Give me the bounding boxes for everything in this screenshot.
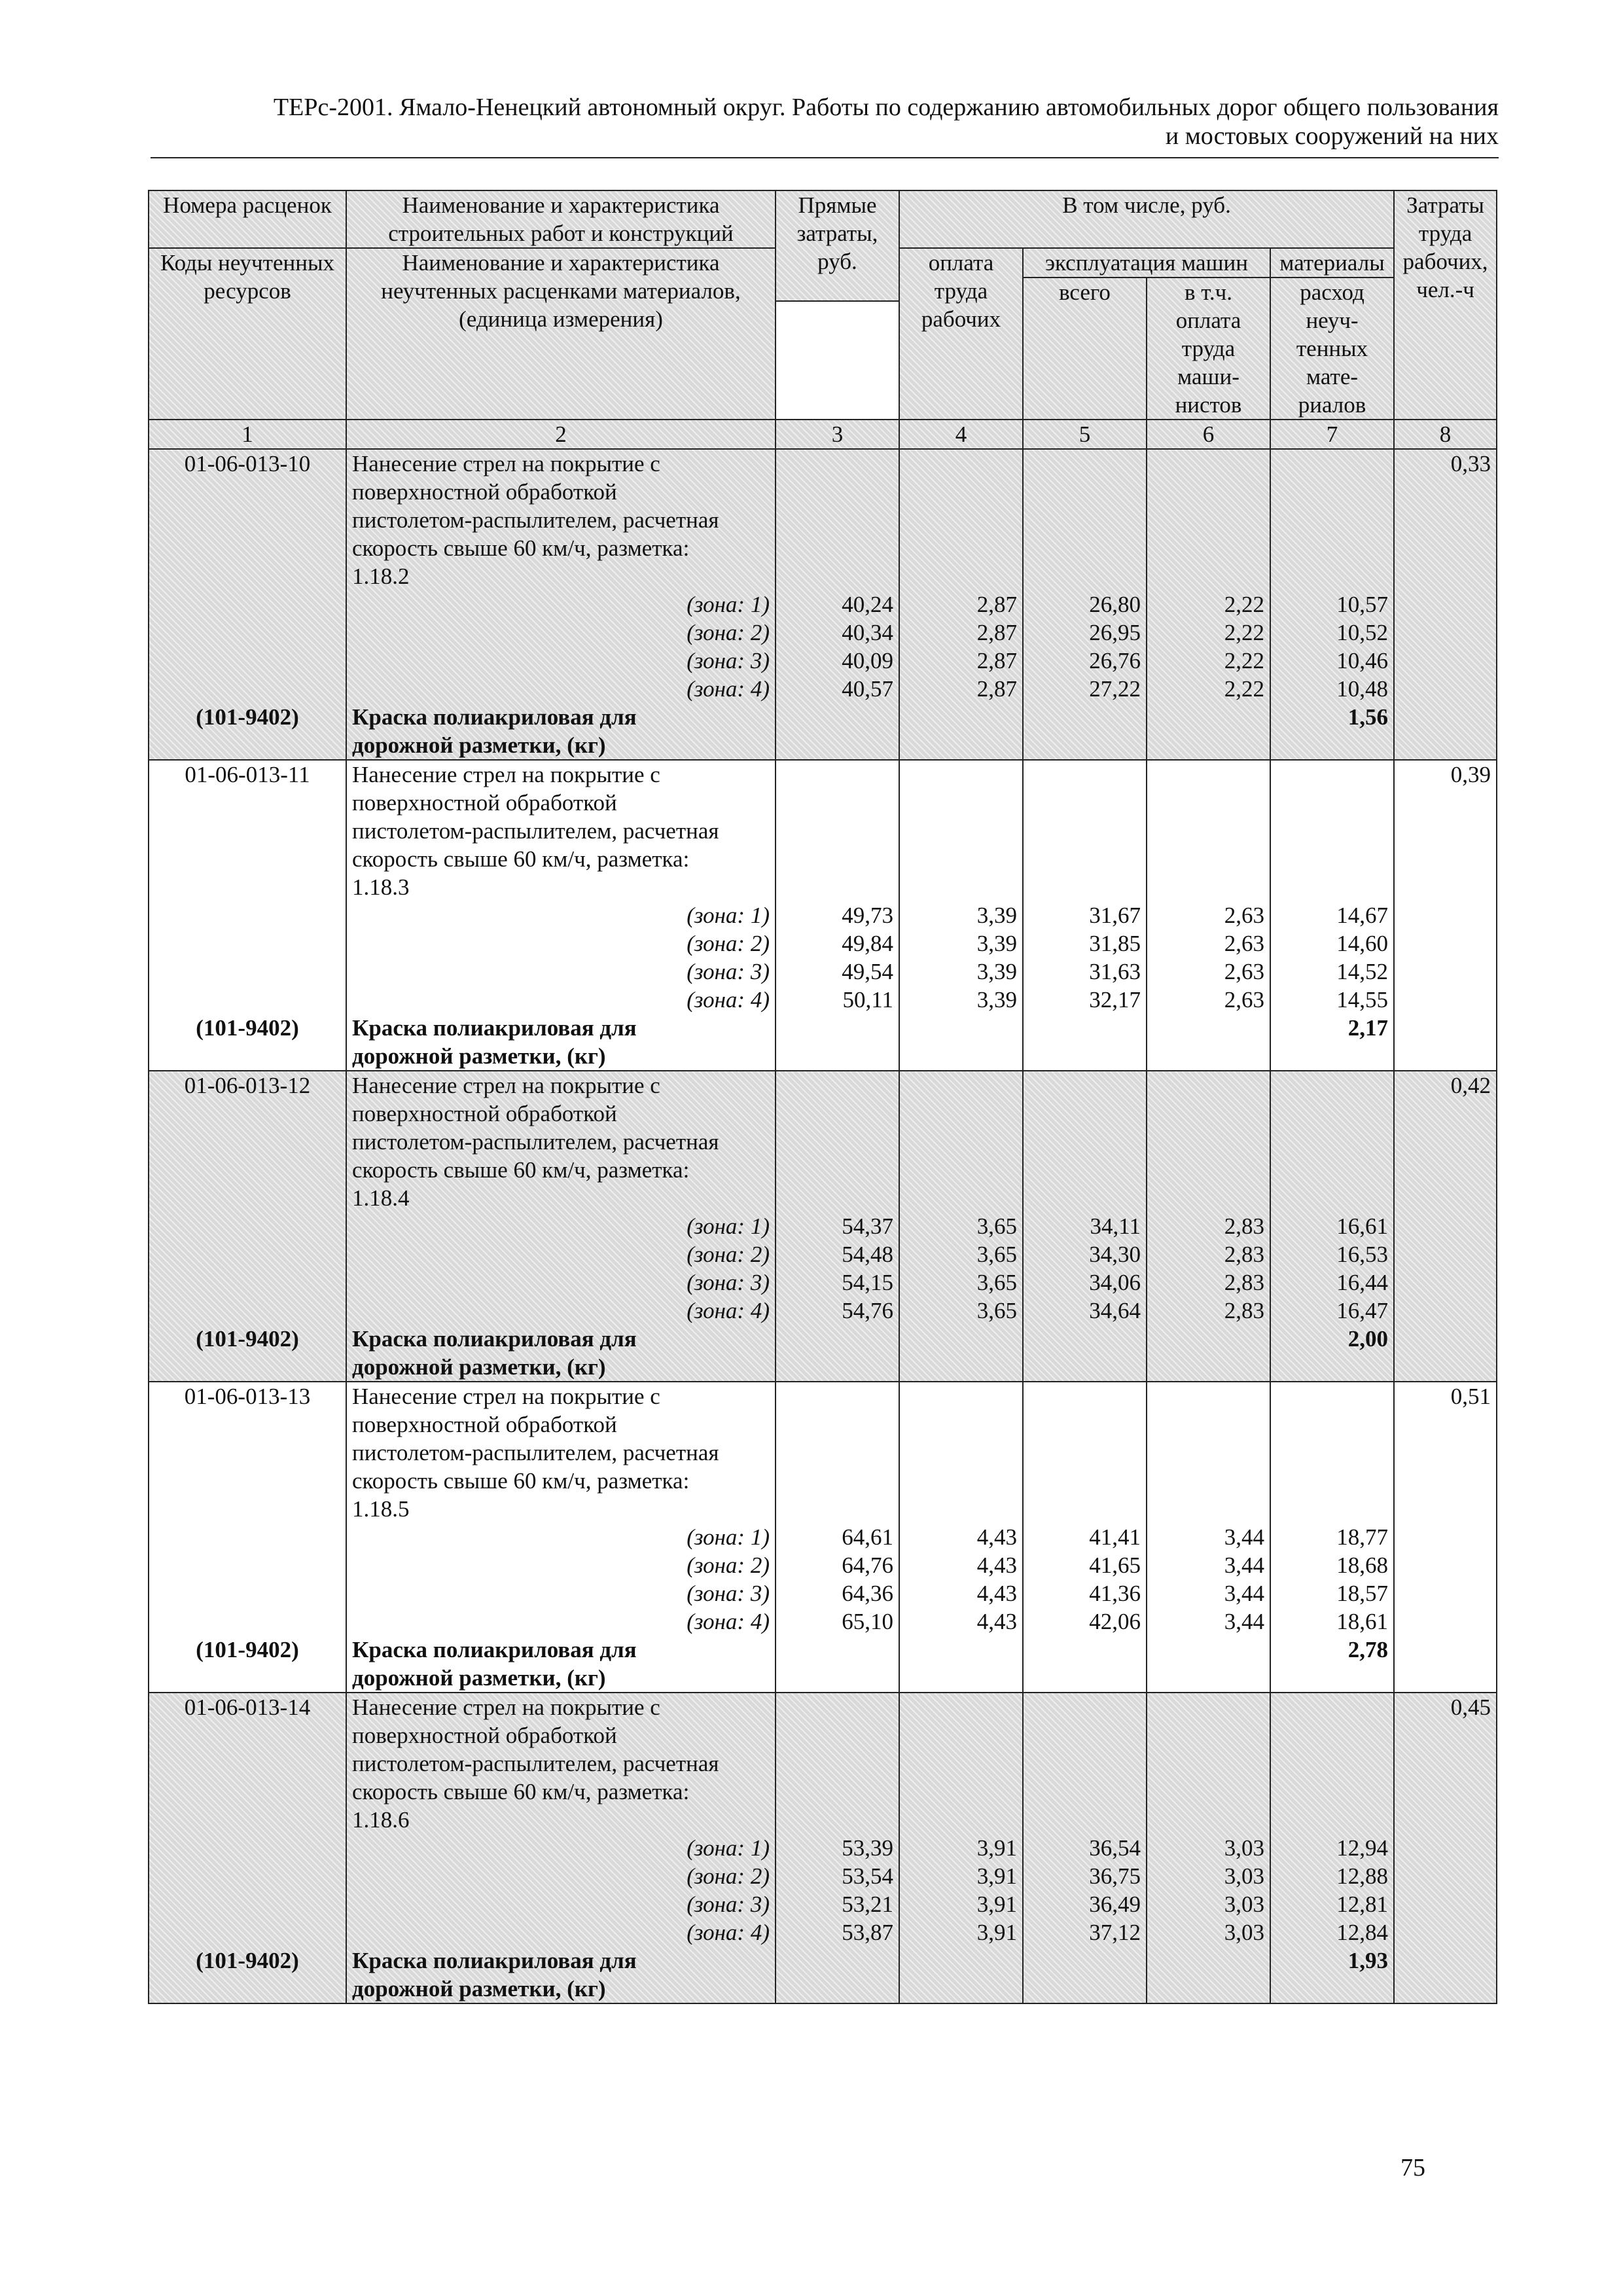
resource-name-line: Краска полиакриловая для [352, 1326, 637, 1352]
labor-pay-cell [899, 1071, 1023, 1382]
col-number-7: 7 [1270, 420, 1394, 449]
resource-code: (101-9402) [196, 1637, 299, 1662]
direct-cost: 64,76 [842, 1552, 893, 1578]
zone-label: (зона: 2) [687, 1242, 770, 1267]
machinists-pay: 2,22 [1224, 592, 1264, 617]
col-number-6: 6 [1147, 420, 1270, 449]
labor-pay-cell [899, 1382, 1023, 1693]
zone-label: (зона: 2) [687, 620, 770, 645]
labor-pay: 3,91 [976, 1835, 1017, 1861]
description-line: пистолетом-распылителем, расчетная [352, 507, 719, 533]
machinists-pay: 2,63 [1224, 987, 1264, 1013]
description-line: скорость свыше 60 км/ч, разметка: [352, 1779, 690, 1804]
direct-cost: 40,09 [842, 648, 893, 673]
materials-cost: 16,61 [1336, 1213, 1389, 1239]
materials-cost: 12,94 [1336, 1835, 1389, 1861]
rate-code-cell [149, 760, 346, 1071]
col-direct-costs-header: Прямые затраты, руб. [776, 190, 899, 301]
materials-cost: 10,57 [1336, 592, 1389, 617]
machines-total: 31,85 [1089, 931, 1141, 956]
labor-pay: 2,87 [976, 676, 1017, 702]
zone-label: (зона: 2) [687, 931, 770, 956]
machines-total: 34,11 [1090, 1213, 1141, 1239]
table-row [149, 1071, 1497, 1382]
col-resource-codes-header: Коды неучтенных ресурсов [149, 248, 346, 420]
resource-name-line: дорожной разметки, (кг) [352, 1976, 606, 2001]
labor-pay-cell [899, 1693, 1023, 2003]
labor-pay-cell [899, 760, 1023, 1071]
labor-pay: 3,91 [976, 1863, 1017, 1889]
description-line: скорость свыше 60 км/ч, разметка: [352, 535, 690, 561]
materials-cost: 14,55 [1336, 987, 1389, 1013]
direct-cost: 49,84 [842, 931, 893, 956]
materials-cost: 14,67 [1336, 903, 1389, 928]
description-line: пистолетом-распылителем, расчетная [352, 1751, 719, 1776]
resource-name-line: Краска полиакриловая для [352, 704, 637, 730]
materials-cost-cell [1270, 1071, 1394, 1382]
resource-quantity: 2,78 [1347, 1637, 1389, 1662]
direct-cost-cell [776, 1382, 899, 1693]
col-number-3: 3 [776, 420, 899, 449]
table-body [149, 449, 1497, 2003]
resource-name-line: дорожной разметки, (кг) [352, 1354, 606, 1380]
machines-total-cell [1023, 1071, 1147, 1382]
description-line: скорость свыше 60 км/ч, разметка: [352, 1468, 690, 1494]
zone-label: (зона: 1) [687, 903, 770, 928]
page-header [151, 93, 1499, 151]
materials-cost: 10,46 [1336, 648, 1389, 673]
machinists-pay: 2,83 [1224, 1270, 1264, 1295]
resource-code: (101-9402) [196, 1015, 299, 1041]
machines-total: 31,67 [1089, 903, 1141, 928]
resource-quantity: 2,17 [1347, 1015, 1389, 1041]
labor-pay: 3,91 [976, 1892, 1017, 1917]
col-labor-hours-header: Затраты труда рабочих, чел.-ч [1394, 190, 1497, 420]
zone-label: (зона: 1) [687, 1213, 770, 1239]
rate-code-cell [149, 1382, 346, 1693]
materials-cost: 12,81 [1336, 1892, 1389, 1917]
zone-label: (зона: 4) [687, 987, 770, 1013]
col-machines-header: эксплуатация машин [1023, 248, 1270, 278]
col-rate-numbers-header: Номера расценок [149, 190, 346, 248]
labor-hours: 0,45 [1450, 1695, 1491, 1720]
description-line: 1.18.3 [352, 874, 410, 900]
direct-cost-cell [776, 760, 899, 1071]
machinists-pay: 3,03 [1224, 1863, 1264, 1889]
labor-hours-cell [1394, 449, 1497, 760]
resource-name-line: Краска полиакриловая для [352, 1015, 637, 1041]
direct-cost: 64,36 [842, 1581, 893, 1606]
header-line-2: и мостовых сооружений на них [1165, 122, 1499, 150]
direct-cost: 53,39 [842, 1835, 893, 1861]
materials-cost: 16,53 [1336, 1242, 1389, 1267]
rate-description-cell [346, 1693, 776, 2003]
direct-cost: 49,73 [842, 903, 893, 928]
labor-hours-cell [1394, 760, 1497, 1071]
machines-total: 36,49 [1089, 1892, 1141, 1917]
materials-cost: 12,88 [1336, 1863, 1389, 1889]
machines-total: 36,54 [1089, 1835, 1141, 1861]
zone-label: (зона: 3) [687, 1581, 770, 1606]
direct-cost: 54,48 [842, 1242, 893, 1267]
description-line: 1.18.5 [352, 1496, 410, 1522]
materials-cost: 10,48 [1336, 676, 1389, 702]
machinists-pay: 3,03 [1224, 1920, 1264, 1945]
rate-code: 01-06-013-11 [185, 762, 310, 787]
machines-total: 42,06 [1089, 1609, 1141, 1634]
resource-name-line: дорожной разметки, (кг) [352, 732, 606, 758]
resource-code: (101-9402) [196, 1948, 299, 1973]
labor-pay: 4,43 [976, 1581, 1017, 1606]
labor-pay: 3,65 [976, 1298, 1017, 1323]
machinists-pay: 2,22 [1224, 676, 1264, 702]
table-row [149, 1693, 1497, 2003]
description-line: поверхностной обработкой [352, 479, 617, 505]
zone-label: (зона: 4) [687, 676, 770, 702]
machines-total: 34,06 [1089, 1270, 1141, 1295]
description-line: Нанесение стрел на покрытие с [352, 1695, 660, 1720]
description-line: поверхностной обработкой [352, 790, 617, 816]
description-line: поверхностной обработкой [352, 1101, 617, 1126]
machinists-pay-cell [1147, 1693, 1270, 2003]
col-work-name-header: Наименование и характеристика строительных работ и конструкций [346, 190, 776, 248]
header-line-1: ТЕРс-2001. Ямало-Ненецкий автономный округ. Работы по содержанию автомобильных дорог общего пользования [273, 94, 1499, 121]
materials-cost-cell [1270, 449, 1394, 760]
materials-cost: 16,47 [1336, 1298, 1389, 1323]
machinists-pay: 3,44 [1224, 1552, 1264, 1578]
direct-cost: 54,37 [842, 1213, 893, 1239]
machinists-pay: 2,63 [1224, 903, 1264, 928]
direct-cost: 40,57 [842, 676, 893, 702]
page-number: 75 [1400, 2154, 1425, 2181]
materials-cost: 14,52 [1336, 959, 1389, 984]
rate-description-cell [346, 1382, 776, 1693]
machinists-pay: 2,63 [1224, 959, 1264, 984]
labor-hours-cell [1394, 1071, 1497, 1382]
machines-total: 26,76 [1089, 648, 1141, 673]
machines-total: 26,95 [1089, 620, 1141, 645]
rate-code-cell [149, 449, 346, 760]
resource-code: (101-9402) [196, 704, 299, 730]
machines-total: 31,63 [1089, 959, 1141, 984]
labor-pay: 3,39 [976, 987, 1017, 1013]
labor-pay-cell [899, 449, 1023, 760]
machinists-pay: 3,44 [1224, 1524, 1264, 1550]
table-row [149, 449, 1497, 760]
materials-cost: 16,44 [1336, 1270, 1389, 1295]
machines-total: 26,80 [1089, 592, 1141, 617]
machinists-pay: 3,03 [1224, 1892, 1264, 1917]
description-line: скорость свыше 60 км/ч, разметка: [352, 846, 690, 872]
direct-cost-cell [776, 1071, 899, 1382]
machinists-pay-cell [1147, 1382, 1270, 1693]
description-line: скорость свыше 60 км/ч, разметка: [352, 1157, 690, 1183]
direct-cost: 53,54 [842, 1863, 893, 1889]
direct-cost: 65,10 [842, 1609, 893, 1634]
direct-cost-cell [776, 449, 899, 760]
labor-pay: 3,39 [976, 931, 1017, 956]
machinists-pay-cell [1147, 1071, 1270, 1382]
col-number-8: 8 [1394, 420, 1497, 449]
table-row [149, 1382, 1497, 1693]
zone-label: (зона: 3) [687, 959, 770, 984]
labor-pay: 2,87 [976, 592, 1017, 617]
rate-code-cell [149, 1693, 346, 2003]
labor-hours: 0,33 [1450, 451, 1491, 476]
description-line: Нанесение стрел на покрытие с [352, 451, 660, 476]
labor-pay: 3,39 [976, 959, 1017, 984]
zone-label: (зона: 1) [687, 592, 770, 617]
rate-description-cell [346, 449, 776, 760]
zone-label: (зона: 4) [687, 1920, 770, 1945]
labor-hours: 0,39 [1450, 762, 1491, 787]
zone-label: (зона: 3) [687, 648, 770, 673]
header-divider [151, 157, 1499, 158]
description-line: пистолетом-распылителем, расчетная [352, 1440, 719, 1465]
zone-label: (зона: 1) [687, 1835, 770, 1861]
col-number-5: 5 [1023, 420, 1147, 449]
machines-total-cell [1023, 1382, 1147, 1693]
machinists-pay: 2,83 [1224, 1213, 1264, 1239]
resource-name-line: дорожной разметки, (кг) [352, 1665, 606, 1691]
machinists-pay: 2,83 [1224, 1242, 1264, 1267]
zone-label: (зона: 3) [687, 1270, 770, 1295]
direct-cost: 40,24 [842, 592, 893, 617]
machines-total: 27,22 [1089, 676, 1141, 702]
col-machines-total-header: всего [1023, 278, 1147, 420]
description-line: Нанесение стрел на покрытие с [352, 1384, 660, 1409]
resource-quantity: 1,56 [1347, 704, 1389, 730]
zone-label: (зона: 2) [687, 1552, 770, 1578]
direct-cost: 53,21 [842, 1892, 893, 1917]
labor-pay: 3,39 [976, 903, 1017, 928]
rate-code-cell [149, 1071, 346, 1382]
resource-name-line: Краска полиакриловая для [352, 1948, 637, 1973]
machinists-pay: 2,22 [1224, 620, 1264, 645]
col-machinists-pay-header: в т.ч. оплата труда маши-нистов [1147, 278, 1270, 420]
materials-cost-cell [1270, 760, 1394, 1071]
description-line: пистолетом-распылителем, расчетная [352, 818, 719, 844]
machines-total: 36,75 [1089, 1863, 1141, 1889]
labor-pay: 3,65 [976, 1213, 1017, 1239]
materials-cost-cell [1270, 1382, 1394, 1693]
rate-code: 01-06-013-13 [184, 1384, 311, 1409]
labor-pay: 3,91 [976, 1920, 1017, 1945]
description-line: 1.18.4 [352, 1185, 410, 1211]
machines-total: 32,17 [1089, 987, 1141, 1013]
description-line: Нанесение стрел на покрытие с [352, 1073, 660, 1098]
description-line: 1.18.6 [352, 1807, 410, 1833]
rate-code: 01-06-013-10 [184, 451, 311, 476]
resource-name-line: Краска полиакриловая для [352, 1637, 637, 1662]
machinists-pay: 2,63 [1224, 931, 1264, 956]
labor-hours: 0,42 [1450, 1073, 1491, 1098]
machines-total-cell [1023, 1693, 1147, 2003]
zone-label: (зона: 4) [687, 1609, 770, 1634]
materials-cost: 10,52 [1336, 620, 1389, 645]
resource-name-line: дорожной разметки, (кг) [352, 1043, 606, 1069]
machinists-pay-cell [1147, 760, 1270, 1071]
materials-cost-cell [1270, 1693, 1394, 2003]
machines-total: 34,30 [1089, 1242, 1141, 1267]
materials-cost: 18,57 [1336, 1581, 1389, 1606]
direct-cost-cell [776, 1693, 899, 2003]
labor-pay: 2,87 [976, 620, 1017, 645]
machines-total-cell [1023, 760, 1147, 1071]
machines-total: 41,36 [1089, 1581, 1141, 1606]
col-materials-usage-header: расход неуч-тенных мате-риалов [1270, 278, 1394, 420]
direct-cost: 40,34 [842, 620, 893, 645]
machines-total: 34,64 [1089, 1298, 1141, 1323]
zone-label: (зона: 3) [687, 1892, 770, 1917]
labor-hours-cell [1394, 1693, 1497, 2003]
table-header [149, 190, 1497, 449]
machines-total: 37,12 [1089, 1920, 1141, 1945]
col-materials-header: материалы [1270, 248, 1394, 278]
col-number-2: 2 [346, 420, 776, 449]
labor-hours: 0,51 [1450, 1384, 1491, 1409]
direct-cost: 49,54 [842, 959, 893, 984]
labor-pay: 3,65 [976, 1242, 1017, 1267]
machinists-pay-cell [1147, 449, 1270, 760]
resource-code: (101-9402) [196, 1326, 299, 1352]
rates-table [148, 190, 1497, 2004]
machines-total: 41,65 [1089, 1552, 1141, 1578]
labor-pay: 3,65 [976, 1270, 1017, 1295]
description-line: поверхностной обработкой [352, 1412, 617, 1437]
labor-pay: 4,43 [976, 1524, 1017, 1550]
machinists-pay: 2,83 [1224, 1298, 1264, 1323]
description-line: поверхностной обработкой [352, 1723, 617, 1748]
direct-cost: 50,11 [842, 987, 893, 1013]
direct-cost: 53,87 [842, 1920, 893, 1945]
machines-total-cell [1023, 449, 1147, 760]
labor-hours-cell [1394, 1382, 1497, 1693]
rate-code: 01-06-013-14 [184, 1695, 311, 1720]
description-line: 1.18.2 [352, 564, 410, 589]
resource-quantity: 2,00 [1347, 1326, 1389, 1352]
col-number-4: 4 [899, 420, 1023, 449]
table-row [149, 760, 1497, 1071]
description-line: пистолетом-распылителем, расчетная [352, 1129, 719, 1155]
direct-cost: 54,76 [842, 1298, 893, 1323]
col-number-1: 1 [149, 420, 346, 449]
materials-cost: 12,84 [1336, 1920, 1389, 1945]
machinists-pay: 3,03 [1224, 1835, 1264, 1861]
materials-cost: 18,61 [1336, 1609, 1389, 1634]
labor-pay: 2,87 [976, 648, 1017, 673]
zone-label: (зона: 1) [687, 1524, 770, 1550]
resource-quantity: 1,93 [1347, 1948, 1389, 1973]
direct-cost: 54,15 [842, 1270, 893, 1295]
machines-total: 41,41 [1089, 1524, 1141, 1550]
rate-description-cell [346, 1071, 776, 1382]
direct-cost: 64,61 [842, 1524, 893, 1550]
materials-cost: 18,68 [1336, 1552, 1389, 1578]
rate-code: 01-06-013-12 [184, 1073, 311, 1098]
description-line: Нанесение стрел на покрытие с [352, 762, 660, 787]
col-group-header: В том числе, руб. [899, 190, 1394, 248]
materials-cost: 18,77 [1336, 1524, 1389, 1550]
labor-pay: 4,43 [976, 1609, 1017, 1634]
labor-pay: 4,43 [976, 1552, 1017, 1578]
rate-description-cell [346, 760, 776, 1071]
materials-cost: 14,60 [1336, 931, 1389, 956]
machinists-pay: 3,44 [1224, 1581, 1264, 1606]
col-materials-name-header: Наименование и характеристика неучтенных расценками материалов, (единица измерения) [346, 248, 776, 420]
col-labor-pay-header: оплата труда рабочих [899, 248, 1023, 420]
zone-label: (зона: 4) [687, 1298, 770, 1323]
machinists-pay: 2,22 [1224, 648, 1264, 673]
machinists-pay: 3,44 [1224, 1609, 1264, 1634]
zone-label: (зона: 2) [687, 1863, 770, 1889]
